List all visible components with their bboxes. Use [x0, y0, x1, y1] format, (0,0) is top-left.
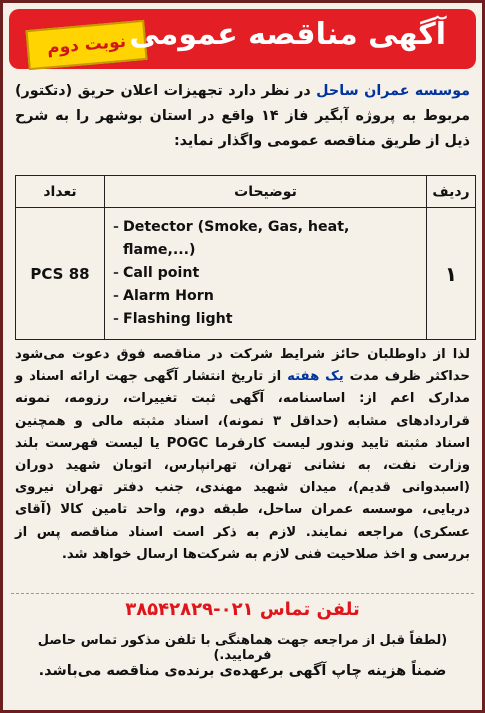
item-call-point: - Call point	[113, 262, 420, 285]
table-header-row	[16, 176, 476, 208]
deadline-emphasis: یک هفته	[287, 369, 344, 385]
ad-cost-note: ضمناً هزینه چاپ آگهی برعهده‌ی برنده‌ی مناقصه می‌باشد.	[38, 663, 447, 679]
organization-name: موسسه عمران ساحل	[316, 83, 471, 99]
table-row	[16, 208, 476, 340]
round-badge: نوبت دوم	[25, 20, 147, 70]
body-text-b: از تاریخ انتشار آگهی جهت ارائه اسناد و مدارک اعم از: اساسنامه، آگهی ثبت تغییرات، رزومه، نمونه قراردادهای مشابه (حداقل ۳ نمونه)، اسناد مثبته مالی و همچنین اسناد مثبته تایید وندور لیست کارفرما POGC یا لیست فهرست بلند وزارت نفت، به نشانی تهران، تهرانپارس، اتوبان شهید دوران (اسبدوانی قدیم)، میدان شهید مهندی، جنب دفتر تهران نیروی دریایی، موسسه عمران ساحل، طبقه دوم، واحد تامین کالا (آقای عسکری) مراجعه نمایند. لازم به ذکر است اسناد مناقصه پس از بررسی و اخذ صلاحیت فنی لازم به شرکت‌ها ارسال خواهد شد.	[15, 369, 471, 562]
item-flashing-light: - Flashing light	[113, 308, 420, 331]
item-detector: - Detector (Smoke, Gas, heat, flame,...)	[113, 216, 420, 262]
items-table	[15, 175, 476, 340]
intro-text: در نظر دارد تجهیزات اعلان حریق (دتکتور) مربوط به پروژه آبگیر فاز ۱۴ واقع در استان بوشهر را به شرح ذیل از طریق مناقصه عمومی واگذار نماید:	[15, 83, 471, 149]
contact-phone	[3, 599, 482, 620]
coordination-note: (لطفاً قبل از مراجعه جهت هماهنگی با تلفن مذکور تماس حاصل فرمایید.)	[37, 633, 448, 663]
row-number-header: ردیف	[427, 176, 476, 208]
quantity-header: تعداد	[16, 176, 105, 208]
phone-label: تلفن تماس	[259, 599, 360, 620]
description-header: توضیحات	[105, 176, 427, 208]
header-banner	[9, 9, 476, 69]
phone-number: ۰۲۱-۳۸۵۴۲۸۲۹	[125, 599, 254, 620]
item-quantity: 88 PCS	[16, 208, 105, 340]
divider	[11, 593, 474, 594]
intro-paragraph	[15, 79, 470, 154]
body-text-a: لذا از داوطلبان حائز شرایط شرکت در مناقصه فوق دعوت می‌شود حداکثر ظرف مدت	[15, 347, 471, 385]
item-description	[105, 208, 427, 340]
notice-title: آگهی مناقصه عمومی	[129, 17, 446, 52]
item-alarm-horn: - Alarm Horn	[113, 285, 420, 308]
row-number: ۱	[427, 208, 476, 340]
body-paragraph	[15, 344, 470, 566]
